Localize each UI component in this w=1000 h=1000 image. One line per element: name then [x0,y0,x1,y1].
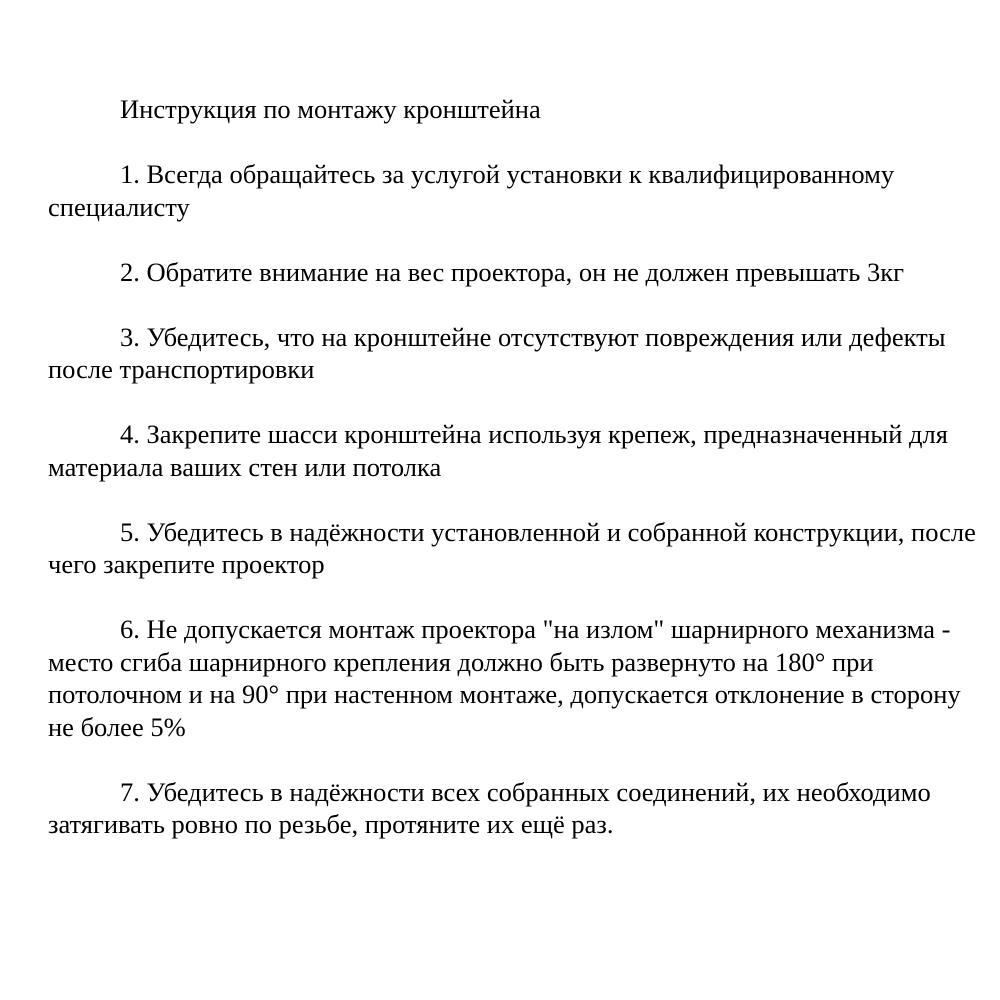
instruction-item-6: 6. Не допускается монтаж проектора "на излом" шарнирного механизма - место сгиба шарнирного крепления должно быть развернуто на 180° при потолочном и на 90° при настенном монтаже, допускается отклонение в сторону не более 5% [48,614,961,742]
document-title: Инструкция по монтажу кронштейна [120,94,541,124]
instruction-item-2: 2. Обратите внимание на вес проектора, он не должен превышать 3кг [120,256,904,287]
instruction-item-1: 1. Всегда обращайтесь за услугой установки к квалифицированному специалисту [48,159,895,222]
instruction-document [48,93,983,841]
instruction-item-3: 3. Убедитесь, что на кронштейне отсутствуют повреждения или дефекты после транспортировки [48,321,946,384]
instruction-item-4: 4. Закрепите шасси кронштейна используя крепеж, предназначенный для материала ваших стен или потолка [48,419,948,482]
instruction-item-7: 7. Убедитесь в надёжности всех собранных соединений, их необходимо затягивать ровно по резьбе, протяните их ещё раз. [48,776,931,839]
instruction-item-5: 5. Убедитесь в надёжности установленной и собранной конструкции, после чего закрепите проектор [48,516,976,579]
